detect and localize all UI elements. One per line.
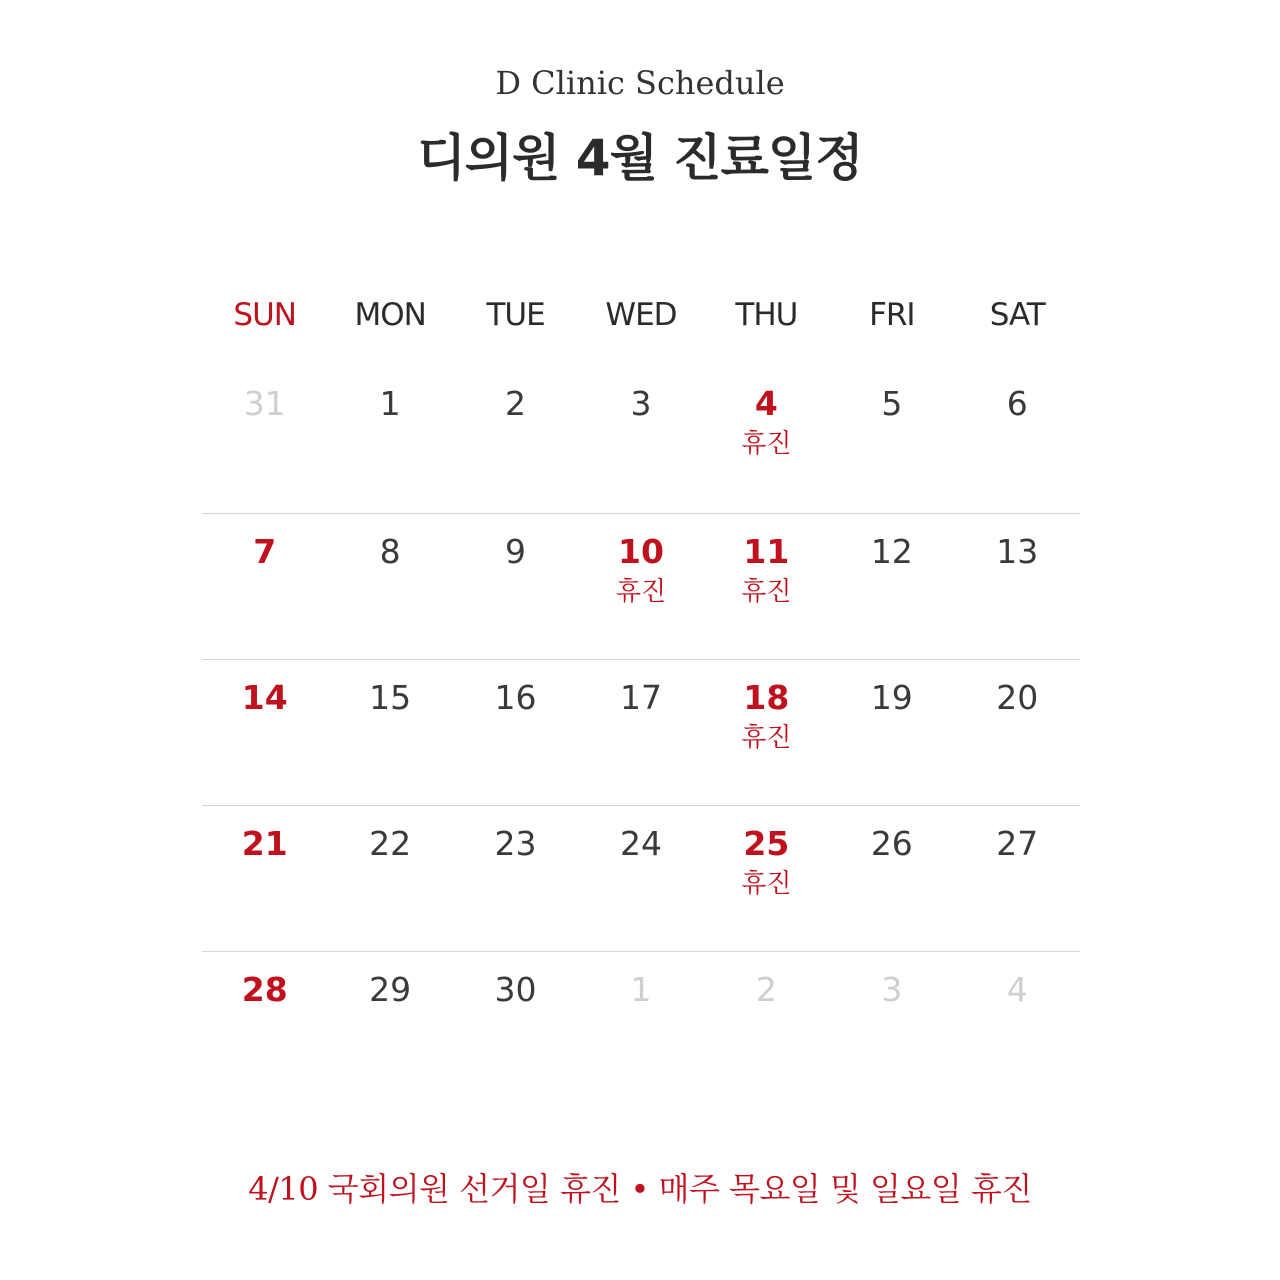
- calendar-day-cell: [453, 514, 578, 659]
- day-number: 6: [1006, 384, 1028, 423]
- calendar-day-cell: [704, 514, 829, 659]
- day-number: 1: [379, 384, 401, 423]
- weekday-header-row: [202, 280, 1080, 350]
- closed-day-label: 휴진: [615, 577, 667, 607]
- day-number: 5: [881, 384, 903, 423]
- day-number: 18: [743, 678, 790, 717]
- day-number: 13: [996, 532, 1039, 571]
- calendar-day-cell: [955, 378, 1080, 513]
- day-number: 16: [494, 678, 537, 717]
- day-number: 15: [369, 678, 412, 717]
- calendar-day-cell: [704, 806, 829, 951]
- calendar-day-cell: [578, 514, 703, 659]
- calendar-day-cell: [453, 660, 578, 805]
- day-number: 3: [881, 970, 903, 1009]
- schedule-footnote: 4/10 국회의원 선거일 휴진 • 매주 목요일 및 일요일 휴진: [248, 1170, 1032, 1208]
- calendar-day-cell: [829, 514, 954, 659]
- weekday-fri: FRI: [869, 297, 915, 333]
- day-number: 25: [743, 824, 790, 863]
- schedule-subtitle: D Clinic Schedule: [495, 64, 785, 102]
- calendar-day-cell: [578, 660, 703, 805]
- day-number: 20: [996, 678, 1039, 717]
- calendar-weeks: [202, 378, 1080, 1098]
- calendar-day-cell: [202, 952, 327, 1098]
- calendar-day-cell: [704, 378, 829, 513]
- calendar-day-cell: [955, 806, 1080, 951]
- day-number: 10: [618, 532, 664, 571]
- day-number: 27: [996, 824, 1039, 863]
- calendar-day-cell: [829, 378, 954, 513]
- day-number: 1: [630, 970, 652, 1009]
- day-number: 2: [505, 384, 527, 423]
- day-number: 7: [253, 532, 277, 571]
- calendar-day-cell: [578, 806, 703, 951]
- closed-day-label: 휴진: [741, 429, 792, 459]
- calendar-week-row: [202, 514, 1080, 660]
- closed-day-label: 휴진: [741, 869, 792, 899]
- weekday-wed: WED: [605, 297, 677, 333]
- calendar-day-cell: [202, 806, 327, 951]
- day-number: 19: [870, 678, 913, 717]
- calendar-week-row: [202, 952, 1080, 1098]
- day-number: 11: [743, 532, 790, 571]
- day-number: 21: [241, 824, 288, 863]
- page-title: 디의원 4월 진료일정: [417, 129, 863, 187]
- day-number: 9: [505, 532, 527, 571]
- day-number: 30: [494, 970, 537, 1009]
- calendar-week-row: [202, 378, 1080, 514]
- calendar-day-cell: [829, 660, 954, 805]
- calendar-day-cell: [453, 378, 578, 513]
- day-number: 12: [870, 532, 913, 571]
- calendar-day-cell: [829, 806, 954, 951]
- day-number: 26: [870, 824, 913, 863]
- weekday-sat: SAT: [989, 297, 1045, 333]
- calendar-day-cell: [453, 952, 578, 1098]
- day-number: 4: [754, 384, 778, 423]
- calendar-day-cell: [202, 514, 327, 659]
- day-number: 23: [494, 824, 537, 863]
- day-number: 3: [630, 384, 652, 423]
- weekday-mon: MON: [354, 297, 426, 333]
- day-number: 8: [379, 532, 401, 571]
- calendar-day-cell: [202, 660, 327, 805]
- calendar: [202, 280, 1080, 1098]
- calendar-week-row: [202, 660, 1080, 806]
- calendar-day-cell: [955, 660, 1080, 805]
- calendar-day-cell: [327, 378, 452, 513]
- day-number: 29: [369, 970, 412, 1009]
- day-number: 2: [755, 970, 777, 1009]
- calendar-day-cell: [578, 952, 703, 1098]
- day-number: 24: [619, 824, 662, 863]
- closed-day-label: 휴진: [741, 723, 792, 753]
- calendar-day-cell: [704, 952, 829, 1098]
- day-number: 17: [619, 678, 662, 717]
- day-number: 31: [243, 384, 286, 423]
- calendar-day-cell: [829, 952, 954, 1098]
- calendar-day-cell: [202, 378, 327, 513]
- calendar-day-cell: [578, 378, 703, 513]
- weekday-tue: TUE: [486, 297, 545, 333]
- day-number: 22: [369, 824, 412, 863]
- weekday-thu: THU: [735, 297, 798, 333]
- calendar-day-cell: [327, 514, 452, 659]
- calendar-day-cell: [327, 806, 452, 951]
- calendar-day-cell: [955, 514, 1080, 659]
- calendar-day-cell: [453, 806, 578, 951]
- day-number: 4: [1006, 970, 1028, 1009]
- calendar-day-cell: [955, 952, 1080, 1098]
- calendar-week-row: [202, 806, 1080, 952]
- calendar-day-cell: [327, 952, 452, 1098]
- calendar-day-cell: [327, 660, 452, 805]
- weekday-sun: SUN: [233, 297, 296, 333]
- day-number: 28: [241, 970, 288, 1009]
- calendar-day-cell: [704, 660, 829, 805]
- closed-day-label: 휴진: [741, 577, 792, 607]
- day-number: 14: [241, 678, 288, 717]
